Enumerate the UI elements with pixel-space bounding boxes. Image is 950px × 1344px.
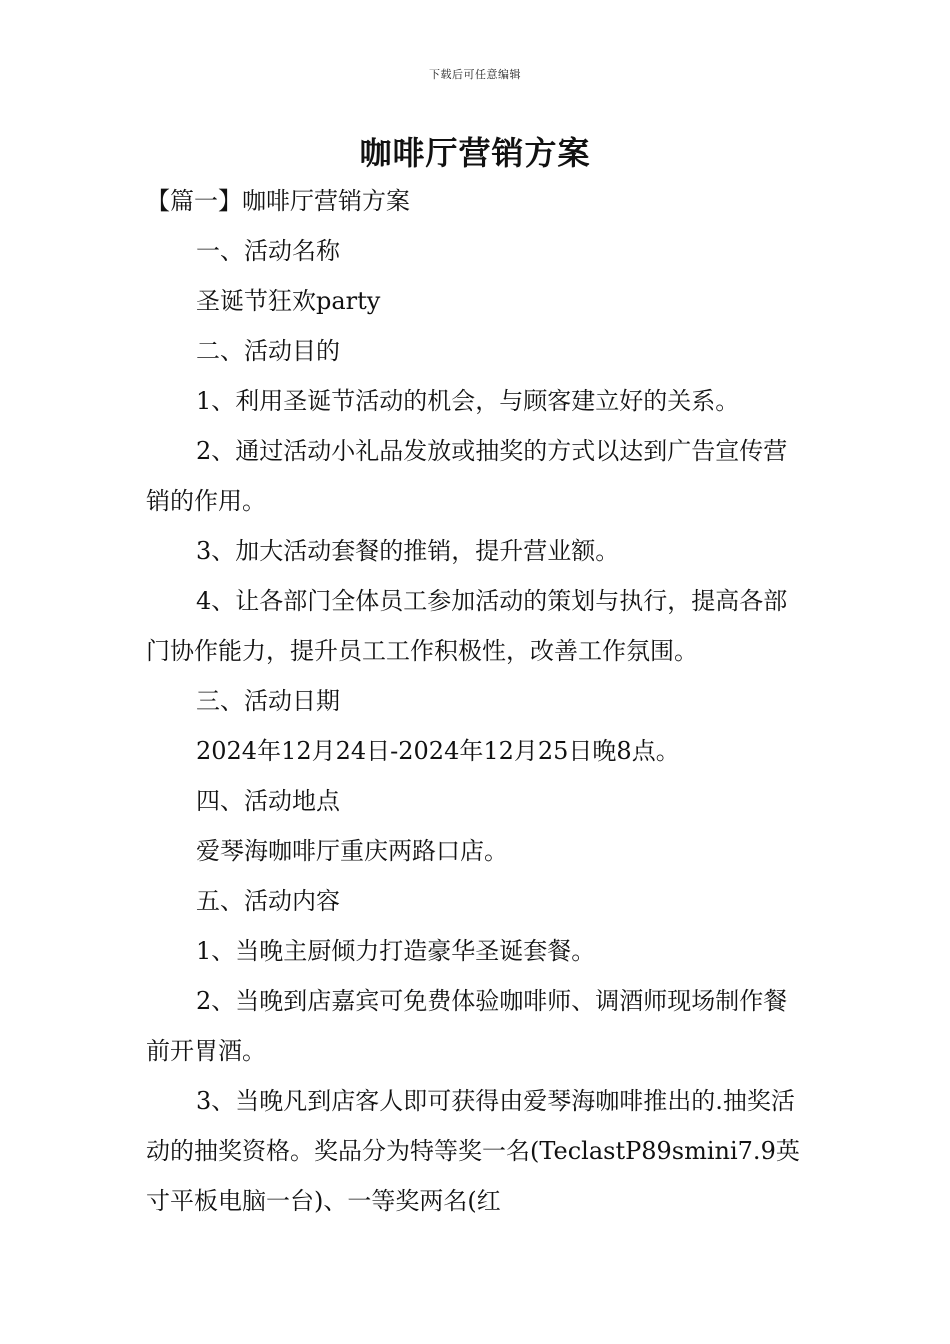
paragraph: 1、当晚主厨倾力打造豪华圣诞套餐。	[196, 937, 596, 965]
paragraph: 3、加大活动套餐的推销，提升营业额。	[196, 537, 620, 565]
paragraph: 二、活动目的	[196, 337, 340, 365]
paragraph: 四、活动地点	[196, 787, 340, 815]
document-body	[146, 176, 806, 1226]
paragraph: 2、当晚到店嘉宾可免费体验咖啡师、调酒师现场制作餐前开胃酒。	[146, 987, 788, 1065]
paragraph: 4、让各部门全体员工参加活动的策划与执行，提高各部门协作能力，提升员工工作积极性，改善工作氛围。	[146, 587, 788, 665]
header-note: 下载后可任意编辑	[429, 68, 521, 81]
paragraph: 2、通过活动小礼品发放或抽奖的方式以达到广告宣传营销的作用。	[146, 437, 788, 515]
paragraph: 圣诞节狂欢party	[196, 287, 381, 315]
paragraph: 1、利用圣诞节活动的机会，与顾客建立好的关系。	[196, 387, 740, 415]
paragraph: 一、活动名称	[196, 237, 340, 265]
paragraph: 三、活动日期	[196, 687, 340, 715]
paragraph: 爱琴海咖啡厅重庆两路口店。	[196, 837, 508, 865]
section-heading: 【篇一】咖啡厅营销方案	[146, 187, 410, 215]
paragraph: 五、活动内容	[196, 887, 340, 915]
paragraph: 3、当晚凡到店客人即可获得由爱琴海咖啡推出的.抽奖活动的抽奖资格。奖品分为特等奖一名(TeclastP89smini7.9英寸平板电脑一台)、一等奖两名(红	[146, 1087, 800, 1215]
paragraph: 2024年12月24日-2024年12月25日晚8点。	[196, 737, 680, 765]
document-title: 咖啡厅营销方案	[359, 134, 591, 172]
